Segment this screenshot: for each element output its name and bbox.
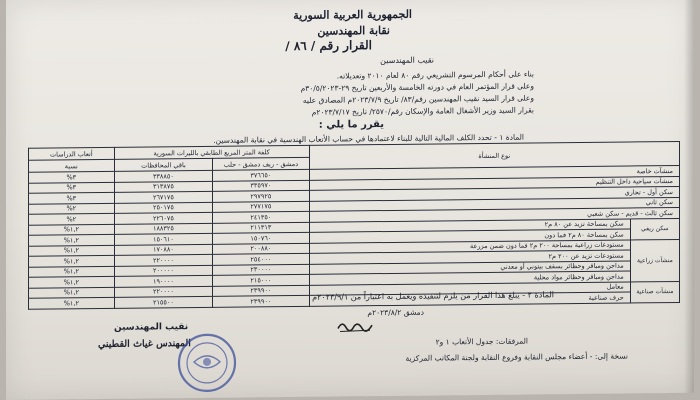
cell-pct: ٣% bbox=[29, 182, 115, 193]
cell-pct: ١,٢% bbox=[29, 245, 115, 256]
cell-pct: ٣% bbox=[29, 171, 115, 182]
scan-edge-shadow bbox=[684, 0, 694, 393]
cell-pct: ١,٢% bbox=[29, 234, 115, 245]
cell-cost-2: ٢٢٠٠٠٠ bbox=[114, 286, 213, 298]
cell-cost-1: ٢٣٩٩٠٠ bbox=[213, 285, 309, 297]
cell-type: حرف صناعية bbox=[309, 292, 630, 306]
cell-cost-2: ١٥٠٦١٠ bbox=[114, 233, 213, 245]
place-date: دمشق ٢٠٢٣/٨/٢م bbox=[367, 307, 424, 318]
header-syndicate: نقابة المهندسين bbox=[317, 23, 390, 38]
cell-cost-1: ٢٩٧٩٢٥ bbox=[213, 190, 309, 202]
cell-type: مداجن ومباقر وحظائر بسقف بيتوني أو معدني bbox=[309, 260, 630, 274]
cell-type: سكن بمساحة ٨٠ م٢ فما دون bbox=[309, 229, 630, 243]
cell-pct: ١,٢% bbox=[29, 266, 115, 277]
copy-to-line: نسخة إلى: - أعضاء مجلس النقابة وفروع النقابة ولجنة المكاتب المركزية bbox=[405, 351, 628, 363]
handwritten-signature-icon bbox=[336, 318, 376, 334]
cell-cost-2: ٢١٥٥٠٠ bbox=[114, 296, 213, 308]
cell-pct: ١,٢% bbox=[29, 255, 115, 266]
cell-cost-1: ١٥٠٧٦٠ bbox=[213, 232, 309, 244]
decision-title: القرار رقم / ٨٦ / bbox=[285, 38, 372, 54]
cell-cost-1: ٣٣٥٩٧٠ bbox=[213, 180, 309, 192]
th-cost-other-governorates: باقي المحافظات bbox=[114, 158, 213, 171]
cell-cost-1: ٢٣٠٠٠٠ bbox=[213, 264, 309, 276]
th-type: نوع المنشأة bbox=[309, 141, 679, 169]
cell-pct: ١,٢% bbox=[29, 297, 115, 308]
cell-cost-1: ٢١١٣١٣ bbox=[213, 222, 309, 234]
group-agricultural: منشآت زراعية bbox=[630, 239, 679, 282]
cell-cost-2: ١٨٨٣٢٥ bbox=[114, 223, 213, 235]
cell-pct: ١,٢% bbox=[29, 276, 115, 287]
cell-cost-1: ٢٥٤٠٠٠ bbox=[213, 253, 309, 265]
preamble-line: وعلى قرار السيد نقيب المهندسين رقم/٨٣/ تاريخ ٢٠٢٣/٧/٩م المصادق عليه bbox=[302, 93, 534, 105]
th-cost: كلفة المتر المربع الطابقي بالليرات السورية bbox=[114, 145, 309, 159]
cell-type: سكن بمساحة تزيد عن ٨٠ م٢ bbox=[309, 218, 630, 232]
cell-cost-1: ٣٧٦٦٥٠ bbox=[213, 169, 309, 181]
cell-cost-2: ٢٦٧١٧٥ bbox=[114, 191, 213, 203]
group-industrial: منشآت صناعية bbox=[630, 281, 679, 303]
article-1: المادة ١ - تحدد الكلف المالية التالية للبناء لاعتمادها في حساب الأتعاب الهندسية في نقابة المهندسين. bbox=[213, 132, 524, 145]
cell-cost-2: ٢٢٦٠٧٥ bbox=[114, 212, 213, 224]
th-fees-pct: نسبة bbox=[29, 159, 115, 172]
preamble-line: بقرار السيد وزير الأشغال العامة والإسكان رقم/٢٥٧٠/ تاريخ ٢٠٢٣/٧/١٧م bbox=[311, 105, 534, 117]
cell-type: معامل bbox=[309, 281, 630, 295]
cell-type: مداجن ومباقر وحظائر مواد محلية bbox=[309, 271, 630, 285]
cell-type: منشآت خاصة bbox=[309, 165, 679, 179]
signatory-title: نقيب المهندسين bbox=[114, 322, 189, 333]
decision-signer: نقيب المهندسين bbox=[380, 55, 434, 66]
cell-cost-2: ٢٥٠١٧٥ bbox=[114, 202, 213, 214]
cell-cost-2: ١٩٠٠٠٠ bbox=[114, 275, 213, 287]
cell-cost-1: ٢١٥٠٠٠ bbox=[213, 274, 309, 286]
cell-cost-2: ٣٣٨٨٥٠ bbox=[114, 170, 213, 182]
th-fees: أتعاب الدراسات bbox=[29, 147, 115, 160]
group-rural-housing: سكن ريفي bbox=[630, 218, 679, 240]
article-2: المادة ٢ - يبلغ هذا القرار من يلزم لتنفيذه ويعمل به اعتباراً من ٢٠٢٣/٩/١م bbox=[312, 290, 554, 302]
signatory-name: المهندس غياث القطيني bbox=[98, 338, 191, 351]
cell-pct: ١,٢% bbox=[29, 287, 115, 298]
cell-type: مستودعات زراعية بمساحة ٢٠٠ م٢ فما دون ضمن مزرعة bbox=[309, 239, 630, 253]
cell-pct: ٢% bbox=[29, 203, 115, 214]
th-cost-major-cities: دمشق - ريف دمشق - حلب bbox=[213, 157, 309, 170]
cell-cost-1: ٢٣٩٩٠٠ bbox=[213, 295, 309, 307]
document-sheet bbox=[6, 0, 694, 400]
preamble-line: بناء على أحكام المرسوم التشريعي رقم ٨٠ لعام ٢٠١٠ وتعديلاته. bbox=[336, 69, 534, 81]
cell-cost-1: ٢٧٧١٧٥ bbox=[213, 201, 309, 213]
cell-pct: ١,٢% bbox=[29, 224, 115, 235]
cell-type: سكن ثاني bbox=[309, 197, 679, 211]
cell-cost-1: ٢٠٠٨٨٠ bbox=[213, 243, 309, 255]
cell-cost-2: ١٧٠٨٨٠ bbox=[114, 244, 213, 256]
cell-type: مستودعات تزيد عن ٢٠٠ م٢ bbox=[309, 250, 630, 264]
official-stamp-icon bbox=[176, 332, 238, 395]
cost-table bbox=[28, 141, 680, 309]
cell-type: سكن ثالث - قديم - سكن شعبي bbox=[309, 207, 679, 221]
cell-cost-2: ٣١٣٨٧٥ bbox=[114, 181, 213, 193]
decides-heading: يقرر ما يلي : bbox=[318, 119, 384, 131]
header-republic: الجمهورية العربية السورية bbox=[293, 7, 412, 22]
preamble-line: وعلى قرار المؤتمر العام في دورته الخامسة والأربعين تاريخ ٢٩-٣٠/٥/٢٠٢٣م bbox=[300, 81, 534, 93]
cell-type: سكن أول - تجاري bbox=[309, 186, 679, 200]
cell-cost-1: ٢٤١٣٥٠ bbox=[213, 211, 309, 223]
cell-cost-2: ٢٠٠٠٠٠ bbox=[114, 265, 213, 277]
cell-type: منشآت سياحية داخل التنظيم bbox=[309, 176, 679, 190]
cell-pct: ٣% bbox=[29, 192, 115, 203]
cell-cost-2: ٢٢٠٠٠٠ bbox=[114, 254, 213, 266]
cell-pct: ٢% bbox=[29, 213, 115, 224]
attachments-line: المرفقات: جدول الأتعاب ١ و٢ bbox=[435, 336, 528, 347]
